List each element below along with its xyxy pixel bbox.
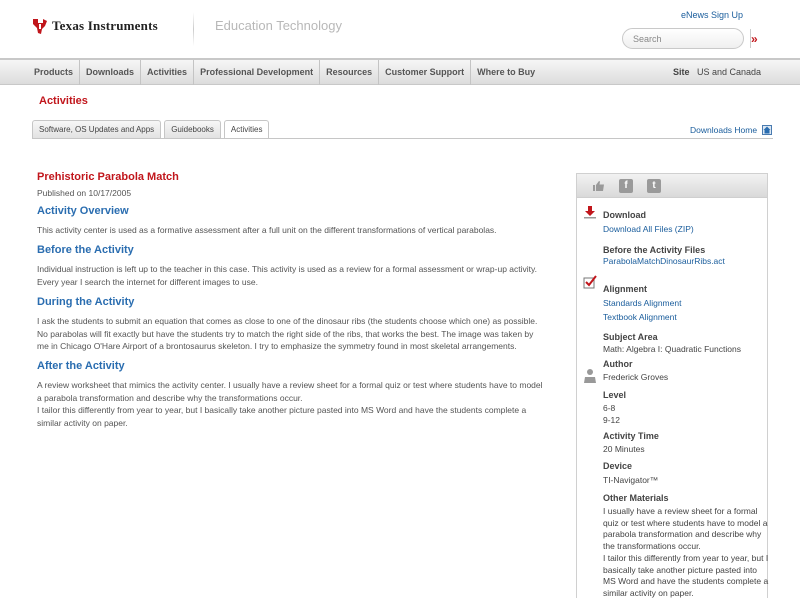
main-nav [0, 58, 800, 85]
before-text: Individual instruction is left up to the teacher in this case. This activity is used as a review for a formal assessment or wrap-up activity. Every year I search the internet for different images to use. [37, 264, 537, 287]
site-region-selector[interactable]: US and Canada [697, 67, 762, 77]
nav-downloads[interactable]: Downloads [80, 60, 141, 85]
level-value-2: 9-12 [603, 415, 621, 425]
nav-professional-development[interactable]: Professional Development [194, 60, 320, 85]
download-icon [583, 205, 597, 221]
published-date: Published on 10/17/2005 [37, 188, 132, 198]
after-text-2: I tailor this differently from year to year, but I basically take another picture pasted into MS Word and have the students complete a similar activity on paper. [37, 405, 527, 428]
activity-title: Prehistoric Parabola Match [37, 171, 179, 183]
tab-divider [32, 138, 773, 139]
after-heading: After the Activity [37, 360, 125, 373]
facebook-icon[interactable]: f [619, 179, 633, 193]
after-text [37, 379, 547, 429]
nav-resources[interactable]: Resources [320, 60, 379, 85]
nav-products[interactable]: Products [28, 60, 80, 85]
other-materials-heading: Other Materials [603, 493, 669, 503]
twitter-icon[interactable]: t [647, 179, 661, 193]
overview-heading: Activity Overview [37, 205, 129, 217]
other-materials-text-1: I usually have a review sheet for a formal quiz or test where students have to model a parabola transformation and describe why the transformations occur. [603, 506, 768, 552]
site-label: Site [673, 67, 690, 77]
person-icon [583, 368, 597, 386]
tab-software[interactable]: Software, OS Updates and Apps [32, 120, 161, 138]
division-name: Education Technology [215, 18, 342, 33]
nav-activities[interactable]: Activities [141, 60, 194, 85]
brand-name: Texas Instruments [52, 18, 158, 33]
enews-signup-link[interactable]: eNews Sign Up [680, 10, 743, 20]
activity-content [37, 171, 547, 429]
downloads-home-link[interactable] [690, 125, 772, 135]
site-header [0, 0, 800, 58]
during-text: I ask the students to submit an equation that comes as close to one of the dinosaur ribs (the students choose which one) as possible. No parabolas will fit exactly but have the students try to match the right side of the ribs, that works the best. The image was taken by me in Chicago O'Hare Airport of a brontosaurus skeleton. I try to emphasize the symmetry found in most skeletal arrangements. [37, 316, 538, 352]
textbook-alignment-link[interactable]: Textbook Alignment [603, 312, 677, 322]
before-heading: Before the Activity [37, 244, 134, 257]
other-materials-text-2: I tailor this differently from year to year, but I basically take another picture pasted into MS Word and have the students complete a similar activity on paper. [603, 552, 769, 598]
activity-sidebar [576, 173, 768, 598]
section-title: Activities [39, 95, 88, 107]
nav-where-to-buy[interactable]: Where to Buy [477, 67, 536, 77]
subject-heading: Subject Area [603, 332, 658, 342]
during-heading: During the Activity [37, 296, 135, 309]
search-box [622, 28, 758, 49]
tab-bar [32, 120, 269, 139]
alignment-heading: Alignment [603, 284, 647, 294]
thumbs-up-icon[interactable] [591, 179, 605, 193]
downloads-home-label: Downloads Home [690, 125, 758, 135]
header-divider [193, 12, 194, 46]
nav-customer-support[interactable]: Customer Support [379, 60, 471, 85]
share-bar [577, 174, 767, 198]
subject-value: Math: Algebra I: Quadratic Functions [603, 344, 741, 354]
device-value: TI-Navigator™ [603, 475, 659, 485]
device-heading: Device [603, 461, 633, 471]
download-heading: Download [603, 210, 646, 220]
search-button[interactable]: » [750, 29, 758, 48]
download-all-link[interactable]: Download All Files (ZIP) [603, 224, 694, 234]
author-value: Frederick Groves [603, 372, 669, 382]
search-input[interactable] [623, 29, 750, 48]
before-file-link[interactable]: ParabolaMatchDinosaurRibs.act [603, 256, 725, 266]
home-icon [762, 125, 772, 135]
ti-logo[interactable] [32, 17, 158, 35]
level-value-1: 6-8 [603, 403, 616, 413]
checkbox-icon [583, 275, 597, 291]
level-heading: Level [603, 390, 627, 400]
tab-activities[interactable]: Activities [224, 120, 270, 139]
author-heading: Author [603, 359, 633, 369]
tab-guidebooks[interactable]: Guidebooks [164, 120, 221, 138]
activity-time-value: 20 Minutes [603, 444, 645, 454]
activity-time-heading: Activity Time [603, 431, 659, 441]
ti-logo-icon [32, 17, 48, 35]
before-files-heading: Before the Activity Files [603, 245, 706, 255]
other-materials-text [603, 506, 769, 598]
standards-alignment-link[interactable]: Standards Alignment [603, 298, 682, 308]
after-text-1: A review worksheet that mimics the activity center. I usually have a review sheet for a formal quiz or test where students have to model a parabola transformation and describe why the transformations occur. [37, 380, 543, 403]
overview-text: This activity center is used as a formative assessment after a full unit on the different transformations of vertical parabolas. [37, 225, 497, 235]
